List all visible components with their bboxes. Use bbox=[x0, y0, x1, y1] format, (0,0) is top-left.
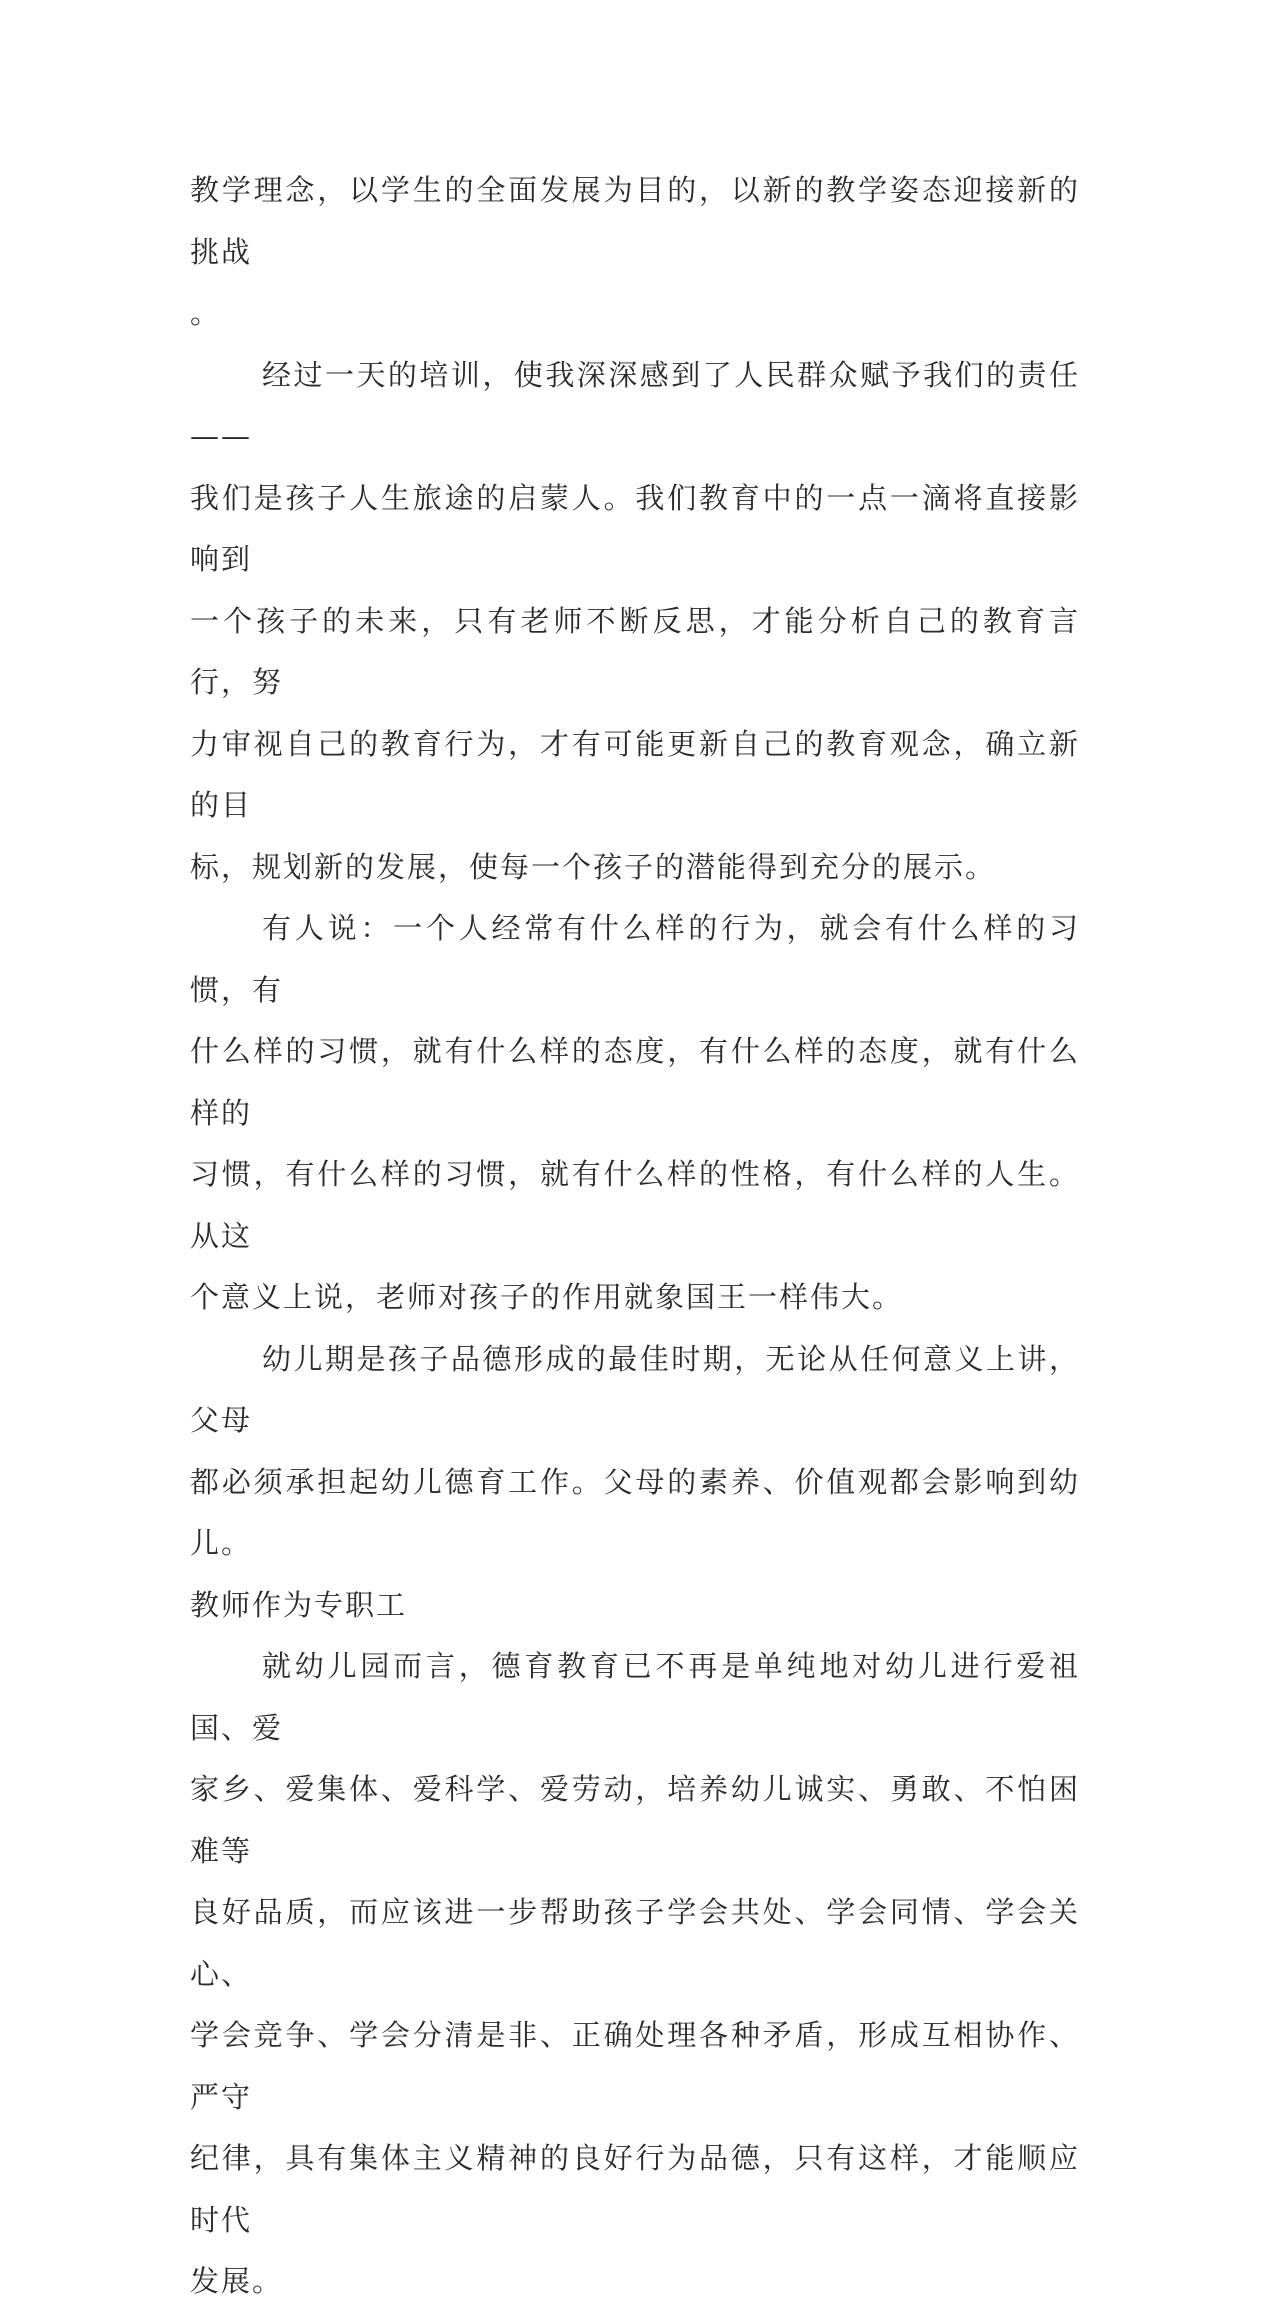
line: 就幼儿园而言，德育教育已不再是单纯地对幼儿进行爱祖国、爱 bbox=[190, 1649, 1080, 1745]
line: 一个孩子的未来，只有老师不断反思，才能分析自己的教育言行，努 bbox=[190, 603, 1080, 699]
line: 都必须承担起幼儿德育工作。父母的素养、价值观都会影响到幼儿。 bbox=[190, 1464, 1080, 1560]
line: 教师作为专职工 bbox=[190, 1587, 408, 1622]
paragraph-2 bbox=[190, 345, 1080, 899]
line: 个意义上说，老师对孩子的作用就象国王一样伟大。 bbox=[190, 1280, 904, 1314]
line: 。 bbox=[190, 296, 222, 330]
line: 力审视自己的教育行为，才有可能更新自己的教育观念，确立新的目 bbox=[190, 726, 1080, 822]
document-body bbox=[190, 160, 1080, 2313]
paragraph-4 bbox=[190, 1329, 1080, 1637]
line: 良好品质，而应该进一步帮助孩子学会共处、学会同情、学会关心、 bbox=[190, 1895, 1080, 1991]
line: 我们是孩子人生旅途的启蒙人。我们教育中的一点一滴将直接影响到 bbox=[190, 480, 1080, 576]
line: 有人说：一个人经常有什么样的行为，就会有什么样的习惯，有 bbox=[190, 911, 1080, 1007]
line: 标，规划新的发展，使每一个孩子的潜能得到充分的展示。 bbox=[190, 849, 997, 884]
line: 家乡、爱集体、爱科学、爱劳动，培养幼儿诚实、勇敢、不怕困难等 bbox=[190, 1772, 1080, 1868]
line: 教学理念，以学生的全面发展为目的，以新的教学姿态迎接新的挑战 bbox=[190, 173, 1080, 269]
line: 学会竞争、学会分清是非、正确处理各种矛盾，形成互相协作、严守 bbox=[190, 2018, 1080, 2114]
line: 习惯，有什么样的习惯，就有什么样的性格，有什么样的人生。从这 bbox=[190, 1157, 1080, 1253]
line: 发展。 bbox=[190, 2264, 284, 2298]
line: 幼儿期是孩子品德形成的最佳时期，无论从任何意义上讲，父母 bbox=[190, 1341, 1080, 1437]
line: 纪律，具有集体主义精神的良好行为品德，只有这样，才能顺应时代 bbox=[190, 2141, 1080, 2237]
paragraph-5 bbox=[190, 1636, 1080, 2313]
line: 经过一天的培训，使我深深感到了人民群众赋予我们的责任—— bbox=[190, 357, 1080, 453]
paragraph-3 bbox=[190, 898, 1080, 1329]
line: 什么样的习惯，就有什么样的态度，有什么样的态度，就有什么样的 bbox=[190, 1034, 1080, 1130]
paragraph-1 bbox=[190, 160, 1080, 345]
